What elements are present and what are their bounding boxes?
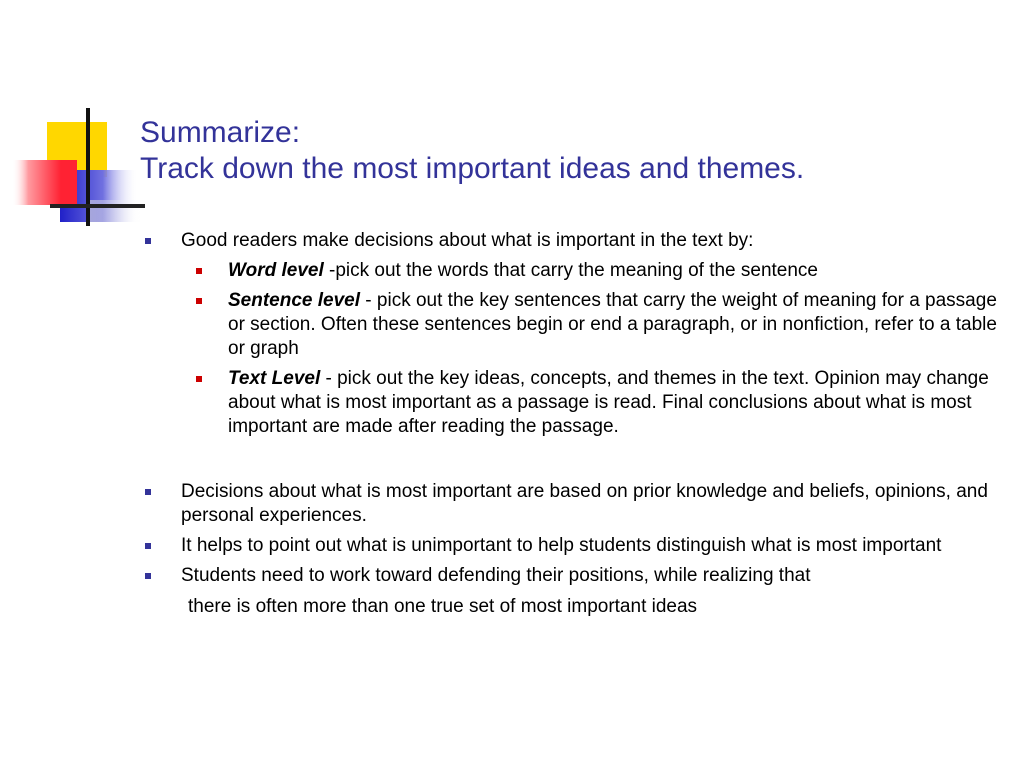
bullet-students	[143, 564, 1003, 588]
slide-body	[143, 229, 1003, 619]
horizontal-line	[50, 204, 145, 208]
slide-title	[140, 115, 1000, 187]
title-line-1: Summarize:	[140, 116, 301, 149]
term-sentence-level: Sentence level	[228, 290, 361, 311]
bullet-students-continuation: there is often more than one true set of most important ideas	[188, 596, 698, 617]
term-word-level: Word level	[228, 260, 324, 281]
bullet-helps-text: It helps to point out what is unimportant to help students distinguish what is most important	[181, 535, 942, 556]
square-bullet-icon	[145, 238, 151, 244]
bullet-students-text: Students need to work toward defending their positions, while realizing that	[181, 565, 811, 586]
sub-bullet-word-level	[143, 259, 1003, 283]
bullet-intro	[143, 229, 1003, 253]
vertical-line	[86, 108, 90, 226]
red-square-bullet-icon	[196, 298, 202, 304]
decorative-squares	[0, 0, 150, 240]
square-bullet-icon	[145, 543, 151, 549]
bullet-intro-text: Good readers make decisions about what is important in the text by:	[181, 230, 754, 251]
bullet-decisions	[143, 480, 1003, 528]
bullet-decisions-text: Decisions about what is most important are based on prior knowledge and beliefs, opinions, and personal experiences.	[181, 481, 988, 526]
title-line-2: Track down the most important ideas and themes.	[140, 152, 805, 185]
sub-bullet-sentence-level	[143, 289, 1003, 361]
square-bullet-icon	[145, 489, 151, 495]
bullet-helps	[143, 534, 1003, 558]
red-square	[12, 160, 77, 205]
sentence-level-text: - pick out the key sentences that carry the weight of meaning for a passage or section. Often these sentences begin or end a paragraph, or in nonfiction, refer to a table or graph	[228, 290, 997, 359]
word-level-text: -pick out the words that carry the meaning of the sentence	[323, 260, 819, 281]
text-level-text: - pick out the key ideas, concepts, and themes in the text. Opinion may change about what is most important as a passage is read. Final conclusions about what is most important are made after reading the passage.	[228, 368, 989, 437]
sub-bullet-text-level	[143, 367, 1003, 439]
red-square-bullet-icon	[196, 268, 202, 274]
gray-bar	[88, 200, 148, 222]
red-square-bullet-icon	[196, 376, 202, 382]
square-bullet-icon	[145, 573, 151, 579]
term-text-level: Text Level	[228, 368, 321, 389]
